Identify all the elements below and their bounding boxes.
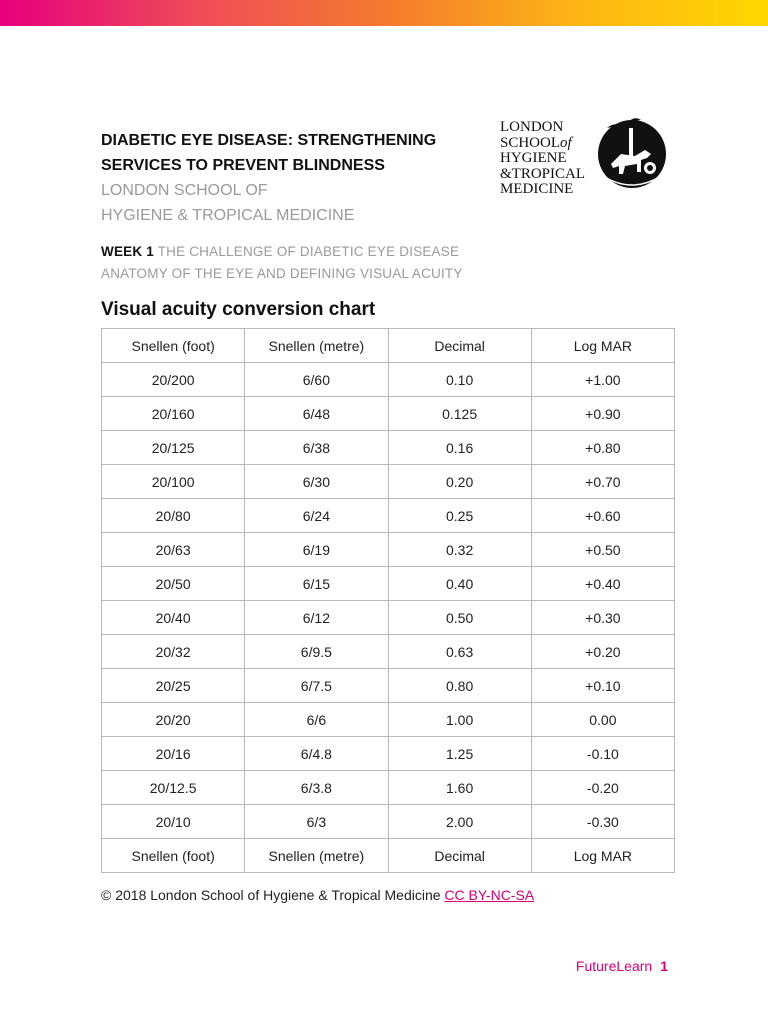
table-header-row: [102, 329, 675, 363]
document-header: [101, 128, 481, 228]
copyright-text: © 2018 London School of Hygiene & Tropical Medicine: [101, 887, 441, 903]
table-cell: 6/7.5: [245, 669, 388, 703]
table-cell: 0.50: [388, 601, 531, 635]
institution-line1: LONDON SCHOOL OF: [101, 182, 268, 199]
week-topic: THE CHALLENGE OF DIABETIC EYE DISEASE: [157, 244, 460, 259]
table-cell: 0.40: [388, 567, 531, 601]
table-cell: 20/25: [102, 669, 245, 703]
table-cell: +0.30: [531, 601, 674, 635]
table-cell: 1.60: [388, 771, 531, 805]
table-cell: 20/12.5: [102, 771, 245, 805]
table-row: [102, 533, 675, 567]
table-row: [102, 737, 675, 771]
logo-line-london: LONDON: [500, 119, 564, 135]
table-cell: 20/125: [102, 431, 245, 465]
table-cell: 20/50: [102, 567, 245, 601]
table-cell: +0.40: [531, 567, 674, 601]
lshtm-logo: [500, 114, 670, 197]
table-cell: 0.20: [388, 465, 531, 499]
table-footer-row: [102, 839, 675, 873]
table-cell: 20/40: [102, 601, 245, 635]
table-cell: 6/3.8: [245, 771, 388, 805]
table-cell: -0.20: [531, 771, 674, 805]
table-cell: Snellen (foot): [102, 839, 245, 873]
table-cell: -0.10: [531, 737, 674, 771]
institution-name: [101, 178, 481, 228]
table-row: [102, 397, 675, 431]
license-link[interactable]: CC BY-NC-SA: [444, 887, 535, 903]
table-cell: 6/9.5: [245, 635, 388, 669]
institution-line2: HYGIENE & TROPICAL MEDICINE: [101, 207, 355, 224]
table-cell: 20/63: [102, 533, 245, 567]
course-title-line1: DIABETIC EYE DISEASE: STRENGTHENING: [101, 132, 437, 149]
table-row: [102, 567, 675, 601]
table-cell: +0.70: [531, 465, 674, 499]
table-row: [102, 363, 675, 397]
table-row: [102, 465, 675, 499]
table-cell: 0.32: [388, 533, 531, 567]
table-cell: Decimal: [388, 329, 531, 363]
table-cell: 20/100: [102, 465, 245, 499]
table-cell: 20/160: [102, 397, 245, 431]
table-cell: +0.20: [531, 635, 674, 669]
table-cell: +0.50: [531, 533, 674, 567]
logo-line-medicine: MEDICINE: [500, 181, 574, 197]
table-cell: 6/12: [245, 601, 388, 635]
logo-wordmark: [500, 120, 585, 198]
table-cell: 20/16: [102, 737, 245, 771]
table-cell: 0.125: [388, 397, 531, 431]
table-cell: 0.63: [388, 635, 531, 669]
footer-brand: FutureLearn: [575, 958, 653, 974]
table-cell: 0.10: [388, 363, 531, 397]
table-cell: +0.60: [531, 499, 674, 533]
logo-school-word: SCHOOL: [500, 134, 561, 151]
week-line1: [101, 241, 463, 263]
week-subtopic: ANATOMY OF THE EYE AND DEFINING VISUAL ACUITY: [101, 266, 463, 281]
table-cell: 20/80: [102, 499, 245, 533]
table-cell: Snellen (metre): [245, 839, 388, 873]
course-title-line2: SERVICES TO PREVENT BLINDNESS: [101, 157, 385, 174]
table-cell: 1.00: [388, 703, 531, 737]
course-title: [101, 128, 481, 178]
table-row: [102, 771, 675, 805]
table-cell: Snellen (metre): [245, 329, 388, 363]
logo-of-word: of: [560, 134, 572, 151]
week-heading: [101, 241, 463, 285]
table-cell: Snellen (foot): [102, 329, 245, 363]
table-cell: -0.30: [531, 805, 674, 839]
table-cell: 20/200: [102, 363, 245, 397]
table-cell: 6/24: [245, 499, 388, 533]
table-row: [102, 431, 675, 465]
table-cell: +1.00: [531, 363, 674, 397]
table-row: [102, 499, 675, 533]
table-cell: 6/15: [245, 567, 388, 601]
logo-line-tropical: &TROPICAL: [500, 165, 586, 182]
table-row: [102, 669, 675, 703]
table-cell: +0.90: [531, 397, 674, 431]
table-cell: 6/60: [245, 363, 388, 397]
visual-acuity-table: [101, 328, 675, 873]
table-row: [102, 601, 675, 635]
table-cell: 1.25: [388, 737, 531, 771]
table-cell: 6/30: [245, 465, 388, 499]
table-cell: 0.80: [388, 669, 531, 703]
table-cell: 6/3: [245, 805, 388, 839]
week-label: WEEK 1: [101, 244, 154, 259]
table-cell: 2.00: [388, 805, 531, 839]
table-cell: +0.80: [531, 431, 674, 465]
copyright-notice: [101, 887, 534, 903]
table-cell: 0.25: [388, 499, 531, 533]
logo-line-hygiene: HYGIENE: [500, 150, 567, 166]
seal-emblem-icon: [595, 114, 669, 192]
chart-title: Visual acuity conversion chart: [101, 299, 376, 320]
table-cell: 6/4.8: [245, 737, 388, 771]
table-cell: +0.10: [531, 669, 674, 703]
page-footer: [576, 958, 668, 974]
table-row: [102, 703, 675, 737]
table-cell: 0.00: [531, 703, 674, 737]
table-cell: 6/19: [245, 533, 388, 567]
table-row: [102, 805, 675, 839]
table-cell: 0.16: [388, 431, 531, 465]
table-cell: 20/20: [102, 703, 245, 737]
table-cell: 6/6: [245, 703, 388, 737]
logo-line-school: [500, 136, 585, 152]
table-cell: 20/32: [102, 635, 245, 669]
table-row: [102, 635, 675, 669]
table-cell: Log MAR: [531, 839, 674, 873]
top-gradient-bar: [0, 0, 768, 26]
table-cell: Decimal: [388, 839, 531, 873]
page-number: 1: [660, 958, 668, 974]
table-cell: 20/10: [102, 805, 245, 839]
table-cell: 6/38: [245, 431, 388, 465]
table-cell: 6/48: [245, 397, 388, 431]
table-cell: Log MAR: [531, 329, 674, 363]
